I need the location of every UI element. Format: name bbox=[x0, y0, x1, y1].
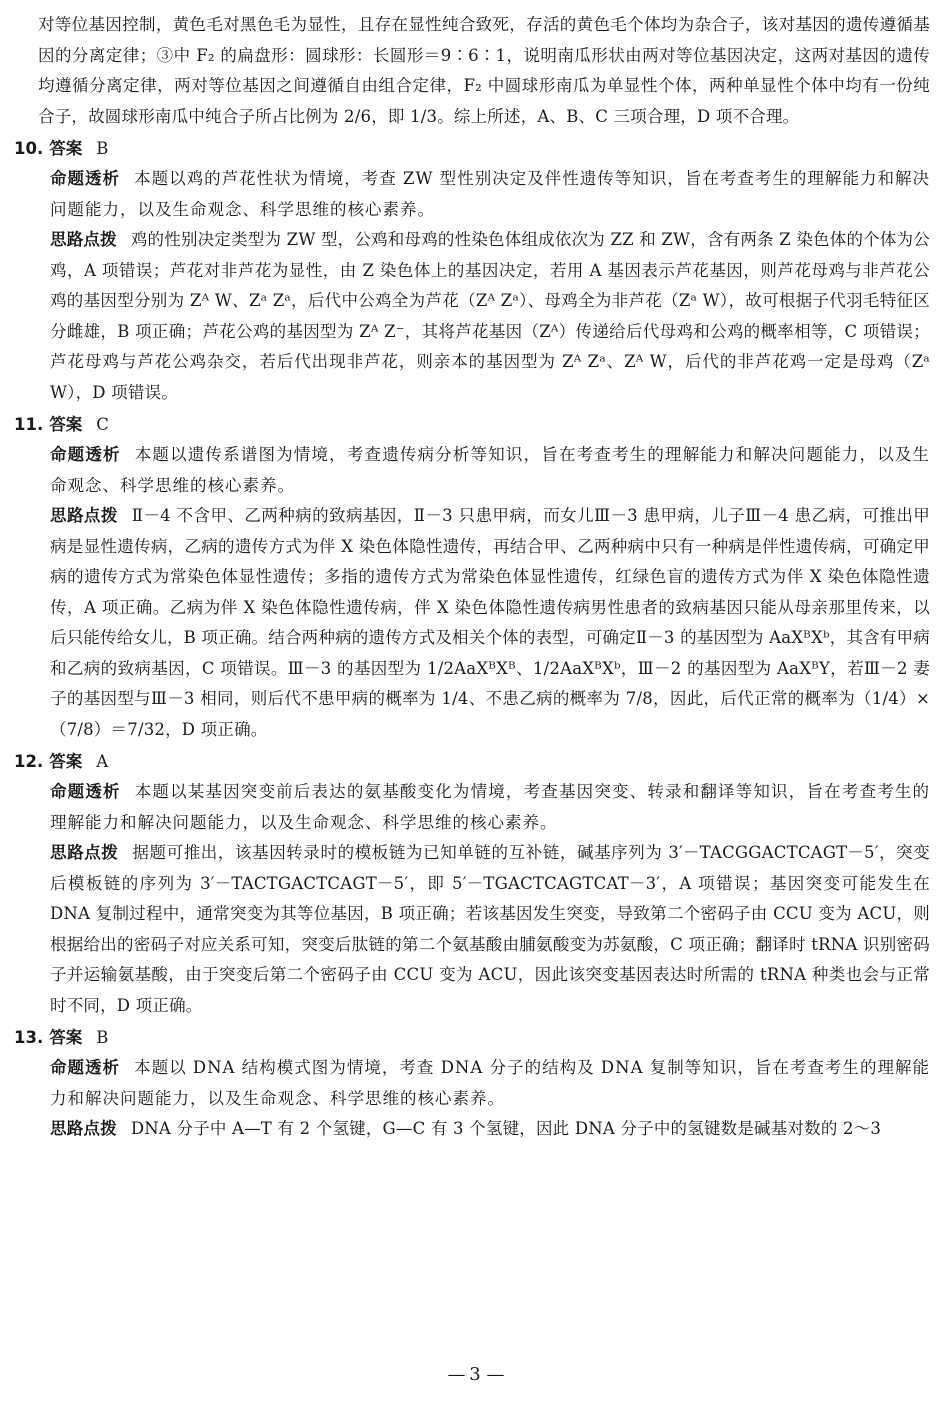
footer-dash-right: — bbox=[486, 1364, 503, 1385]
intro-paragraph: 对等位基因控制，黄色毛对黑色毛为显性，且存在显性纯合致死，存活的黄色毛个体均为杂合子，该对基因的遗传遵循基因的分离定律；③中 F₂ 的扁盘形：圆球形：长圆形＝9∶6∶1，说明南瓜形状由两对等位基因决定，这两对基因的遗传均遵循分离定律，两对等位基因之间遵循自由组合定律，F₂ 中圆球形南瓜为单显性个体，两种单显性个体中均有一份纯合子，故圆球形南瓜中纯合子所占比例为 2/6，即 1/3。综上所述，A、B、C 三项合理，D 项不合理。 bbox=[38, 15, 930, 126]
footer-dash-left: — bbox=[447, 1364, 464, 1385]
question-13-hint bbox=[14, 1114, 930, 1145]
question-number: 11. bbox=[14, 415, 44, 434]
insight-text: 本题以遗传系谱图为情境，考查遗传病分析等知识，旨在考查考生的理解能力和解决问题能力，以及生命观念、科学思维的核心素养。 bbox=[50, 445, 931, 495]
question-12-insight bbox=[14, 777, 930, 838]
question-12-hint bbox=[14, 838, 930, 1021]
page-footer bbox=[0, 1364, 950, 1385]
question-number: 10. bbox=[14, 139, 44, 158]
answer-value: B bbox=[96, 1028, 109, 1047]
insight-text: 本题以 DNA 结构模式图为情境，考查 DNA 分子的结构及 DNA 复制等知识，旨在考查考生的理解能力和解决问题能力，以及生命观念、科学思维的核心素养。 bbox=[50, 1058, 931, 1108]
question-10-header bbox=[14, 134, 930, 164]
question-13-header bbox=[14, 1023, 930, 1053]
insight-text: 本题以鸡的芦花性状为情境，考查 ZW 型性别决定及伴性遗传等知识，旨在考查考生的理解能力和解决问题能力，以及生命观念、科学思维的核心素养。 bbox=[50, 169, 931, 219]
hint-label: 思路点拨 bbox=[50, 1119, 117, 1138]
hint-text: DNA 分子中 A—T 有 2 个氢键，G—C 有 3 个氢键，因此 DNA 分子中的氢键数是碱基对数的 2～3 bbox=[130, 1119, 882, 1138]
insight-label: 命题透析 bbox=[50, 445, 121, 464]
hint-text: 鸡的性别决定类型为 ZW 型，公鸡和母鸡的性染色体组成依次为 ZZ 和 ZW，含有两条 Z 染色体的个体为公鸡，A 项错误；芦花对非芦花为显性，由 Z 染色体上的基因决定，若用 A 基因表示芦花基因，则芦花母鸡与非芦花公鸡的基因型分别为 Zᴬ W、Zᵃ Zᵃ，后代中公鸡全为芦花（Zᴬ Zᵃ）、母鸡全为非芦花（Zᵃ W），故可根据子代羽毛特征区分雌雄，B 项正确；芦花公鸡的基因型为 Zᴬ Z⁻，其将芦花基因（Zᴬ）传递给后代母鸡和公鸡的概率相等，C 项错误；芦花母鸡与芦花公鸡杂交，若后代出现非芦花，则亲本的基因型为 Zᴬ Zᵃ、Zᴬ W，后代的非芦花鸡一定是母鸡（Zᵃ W），D 项错误。 bbox=[50, 230, 930, 402]
answer-value: B bbox=[96, 139, 109, 158]
question-11-insight bbox=[14, 440, 930, 501]
answer-value: C bbox=[96, 415, 109, 434]
question-13-insight bbox=[14, 1053, 930, 1114]
answer-label: 答案 bbox=[49, 1028, 83, 1047]
hint-text: 据题可推出，该基因转录时的模板链为已知单链的互补链，碱基序列为 3′－TACGGACTCAGT－5′，突变后模板链的序列为 3′－TACTGACTCAGT－5′，即 5′－TGACTCAGTCAT－3′，A 项错误；基因突变可能发生在 DNA 复制过程中，通常突变为其等位基因，B 项正确；若该基因发生突变，导致第二个密码子由 CCU 变为 ACU，则根据给出的密码子对应关系可知，突变后肽链的第二个氨基酸由脯氨酸变为苏氨酸，C 项正确；翻译时 tRNA 识别密码子并运输氨基酸，由于突变后第二个密码子由 CCU 变为 ACU，因此该突变基因表达时所需的 tRNA 种类也会与正常时不同，D 项正确。 bbox=[50, 843, 930, 1015]
answer-value: A bbox=[96, 752, 109, 771]
insight-label: 命题透析 bbox=[50, 782, 121, 801]
answer-label: 答案 bbox=[49, 752, 83, 771]
hint-text: Ⅱ－4 不含甲、乙两种病的致病基因，Ⅱ－3 只患甲病，而女儿Ⅲ－3 患甲病，儿子Ⅲ－4 患乙病，可推出甲病是显性遗传病，乙病的遗传方式为伴 X 染色体隐性遗传，再结合甲、乙两种病中只有一种病是伴性遗传病，可确定甲病的遗传方式为常染色体显性遗传；多指的遗传方式为常染色体显性遗传，红绿色盲的遗传方式为伴 X 染色体隐性遗传，A 项正确。乙病为伴 X 染色体隐性遗传病，伴 X 染色体隐性遗传病男性患者的致病基因只能从母亲那里传来，以后只能传给女儿，B 项正确。结合两种病的遗传方式及相关个体的表型，可确定Ⅱ－3 的基因型为 AaXᴮXᵇ，其含有甲病和乙病的致病基因，C 项错误。Ⅲ－3 的基因型为 1/2AaXᴮXᴮ、1/2AaXᴮXᵇ，Ⅲ－2 的基因型为 AaXᴮY，若Ⅲ－2 妻子的基因型与Ⅲ－3 相同，则后代不患甲病的概率为 1/4、不患乙病的概率为 7/8，因此，后代正常的概率为（1/4）×（7/8）＝7/32，D 项正确。 bbox=[50, 506, 930, 739]
answer-label: 答案 bbox=[49, 139, 83, 158]
hint-label: 思路点拨 bbox=[50, 843, 119, 862]
hint-label: 思路点拨 bbox=[50, 506, 118, 525]
question-11-header bbox=[14, 410, 930, 440]
question-11-hint bbox=[14, 501, 930, 745]
question-12-header bbox=[14, 747, 930, 777]
page-number: 3 bbox=[469, 1364, 481, 1385]
insight-label: 命题透析 bbox=[50, 1058, 121, 1077]
question-number: 12. bbox=[14, 752, 44, 771]
question-10-insight bbox=[14, 164, 930, 225]
hint-label: 思路点拨 bbox=[50, 230, 117, 249]
insight-text: 本题以某基因突变前后表达的氨基酸变化为情境，考查基因突变、转录和翻译等知识，旨在考查考生的理解能力和解决问题能力，以及生命观念、科学思维的核心素养。 bbox=[50, 782, 931, 832]
answer-label: 答案 bbox=[49, 415, 83, 434]
question-number: 13. bbox=[14, 1028, 44, 1047]
insight-label: 命题透析 bbox=[50, 169, 121, 188]
question-10-hint bbox=[14, 225, 930, 408]
